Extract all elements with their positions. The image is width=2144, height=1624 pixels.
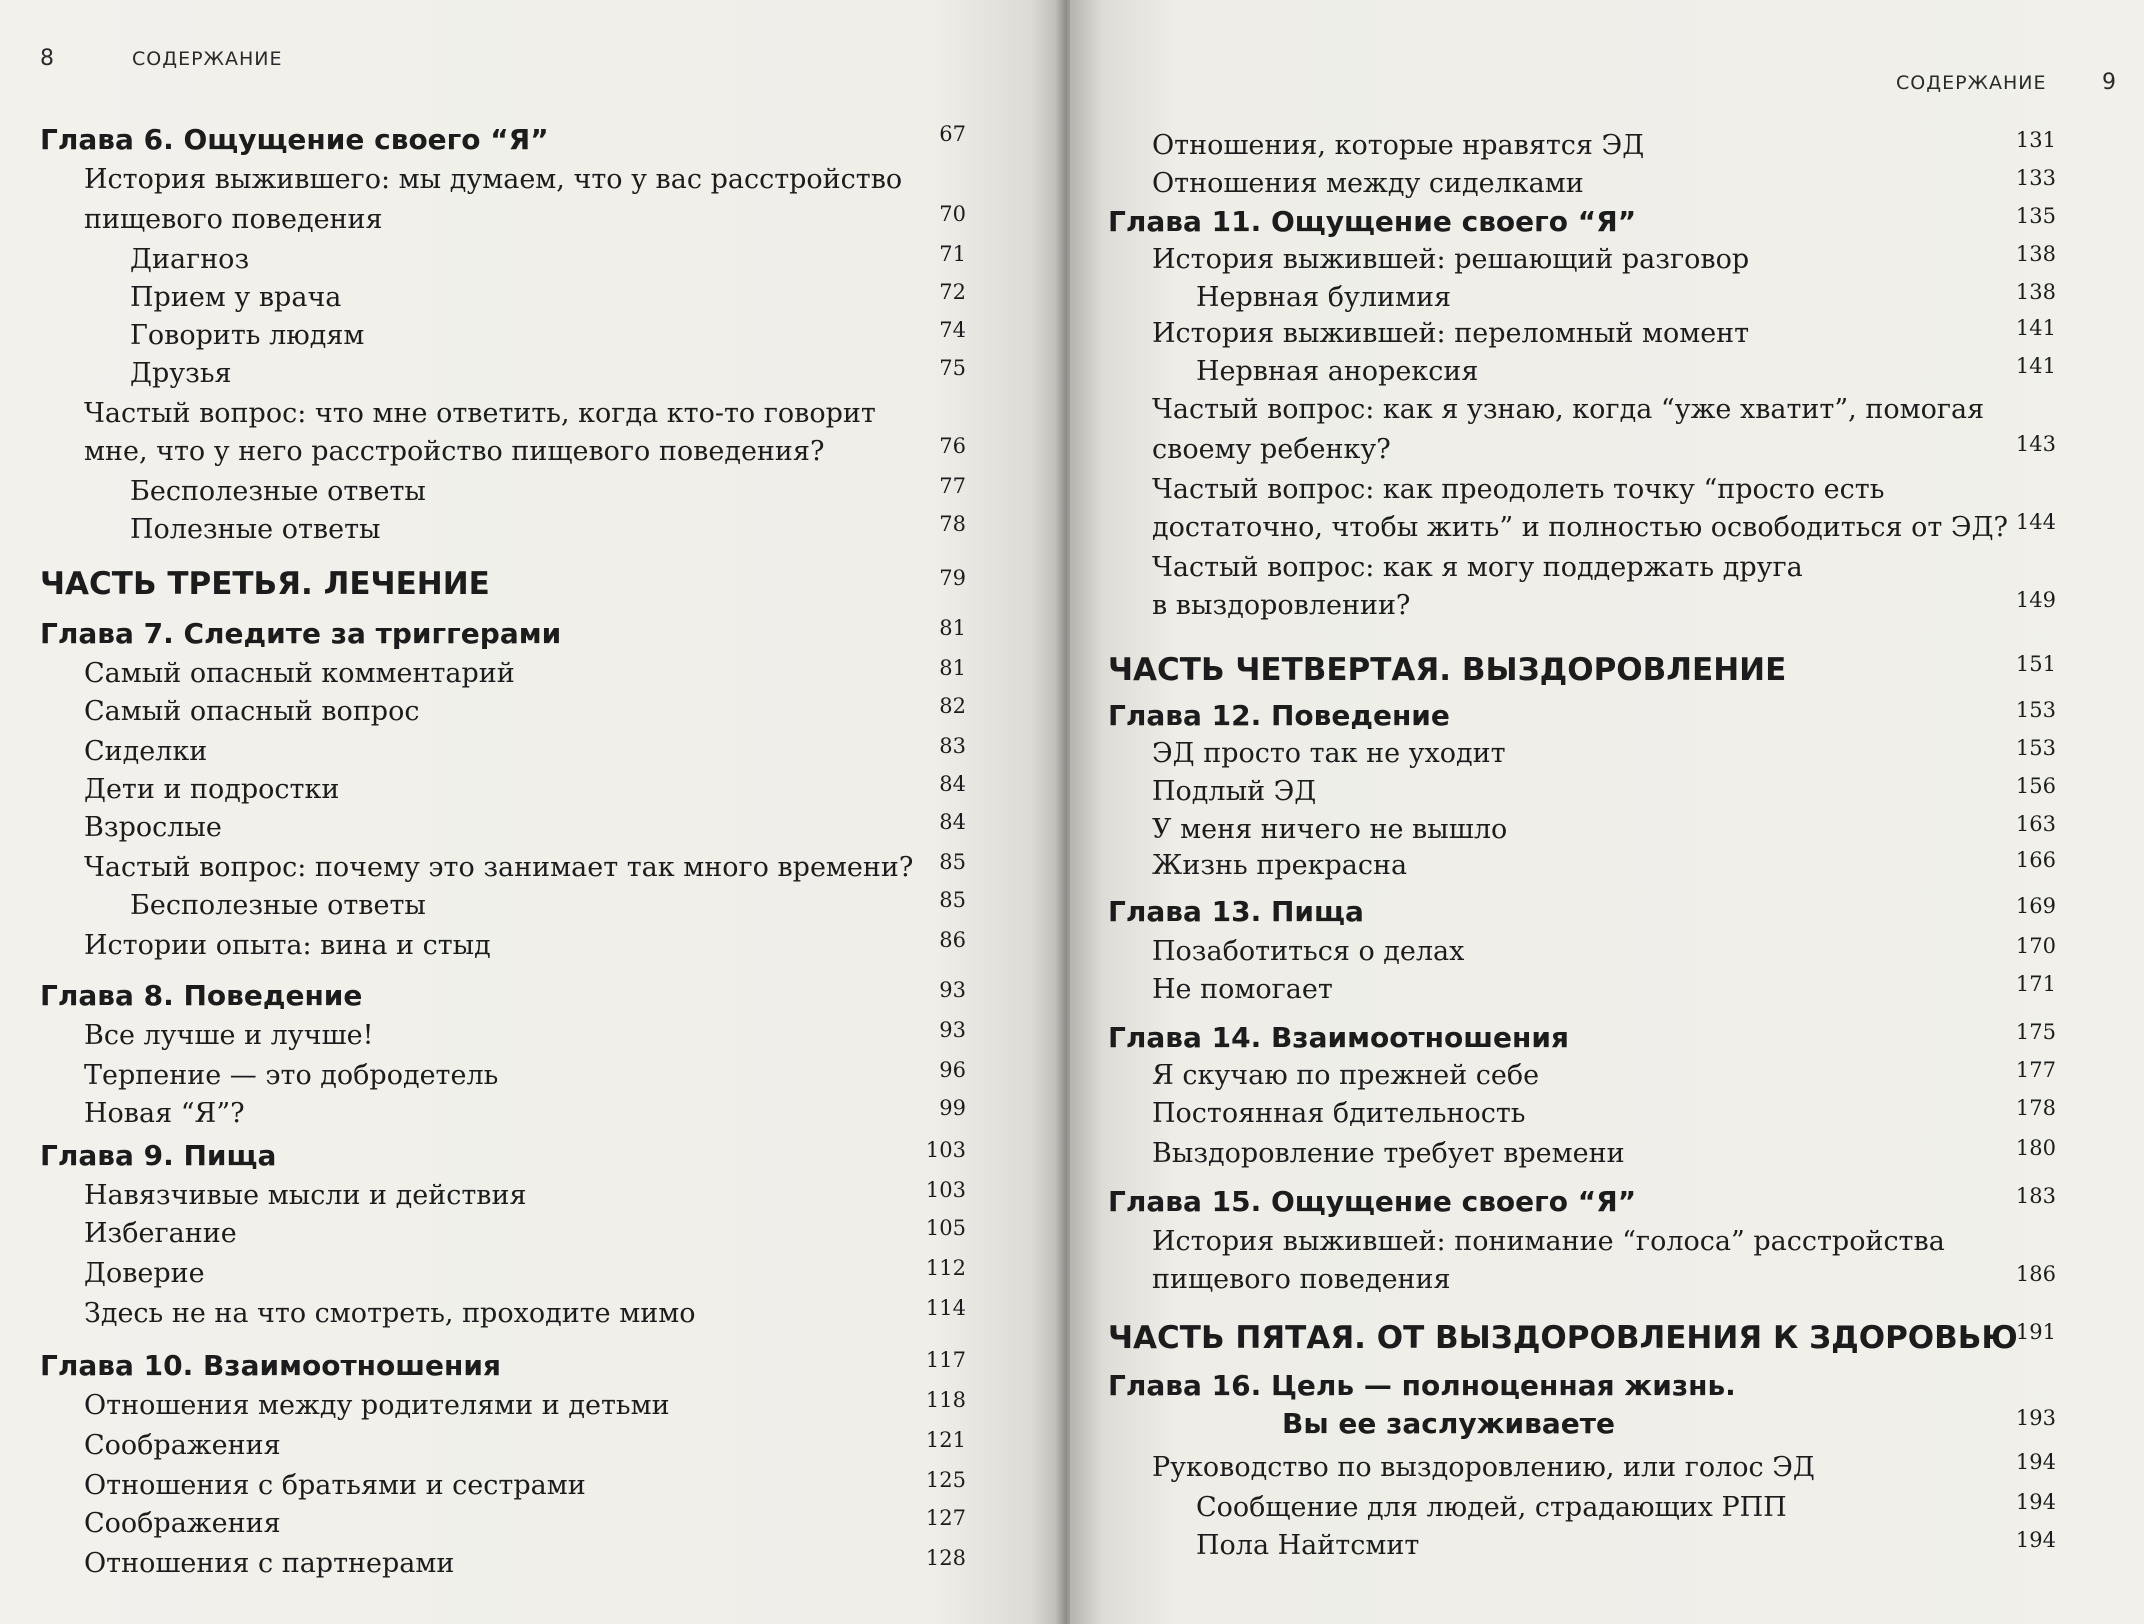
toc-page-number: 186: [2015, 1262, 2056, 1286]
toc-entry: Частый вопрос: как я узнаю, когда “уже хватит”, помогая: [1152, 394, 1985, 425]
toc-entry: Я скучаю по прежней себе: [1152, 1060, 1540, 1091]
toc-page-number: 127: [925, 1506, 966, 1530]
toc-page-number: 180: [2015, 1136, 2056, 1160]
toc-part-heading: ЧАСТЬ ПЯТАЯ. ОТ ВЫЗДОРОВЛЕНИЯ К ЗДОРОВЬЮ: [1108, 1320, 2018, 1356]
toc-page-number: 74: [939, 318, 966, 342]
toc-page-number: 96: [939, 1058, 966, 1082]
toc-page-number: 82: [939, 694, 966, 718]
toc-page-number: 83: [939, 734, 966, 758]
toc-page-number: 141: [2015, 354, 2056, 378]
toc-page-number: 166: [2015, 848, 2056, 872]
toc-entry: История выжившей: понимание “голоса” расстройства: [1152, 1226, 1945, 1257]
toc-page-number: 70: [939, 202, 966, 226]
toc-page-number: 118: [925, 1388, 966, 1412]
toc-chapter-heading: Глава 9. Пища: [40, 1139, 277, 1172]
toc-entry: мне, что у него расстройство пищевого поведения?: [84, 436, 825, 467]
toc-entry: Полезные ответы: [130, 514, 381, 545]
toc-page-number: 81: [939, 616, 966, 640]
toc-entry: Позаботиться о делах: [1152, 936, 1465, 967]
toc-page-number: 93: [939, 1018, 966, 1042]
toc-page-number: 86: [939, 928, 966, 952]
toc-chapter-heading: Глава 6. Ощущение своего “Я”: [40, 123, 549, 156]
toc-page-number: 75: [939, 356, 966, 380]
toc-page-number: 85: [939, 888, 966, 912]
toc-entry: Все лучше и лучше!: [84, 1020, 374, 1051]
toc-chapter-heading: Глава 12. Поведение: [1108, 699, 1450, 732]
toc-page-number: 194: [2015, 1450, 2056, 1474]
toc-page-number: 67: [939, 122, 966, 146]
toc-entry: Соображения: [84, 1430, 281, 1461]
toc-page-number: 117: [925, 1348, 966, 1372]
toc-entry: своему ребенку?: [1152, 434, 1391, 465]
toc-page-number: 105: [925, 1216, 966, 1240]
toc-entry: Нервная булимия: [1196, 282, 1452, 313]
toc-page-number: 103: [925, 1178, 966, 1202]
toc-entry: в выздоровлении?: [1152, 590, 1411, 621]
toc-entry: Подлый ЭД: [1152, 776, 1317, 807]
toc-chapter-heading: Глава 13. Пища: [1108, 895, 1364, 928]
toc-entry: Прием у врача: [130, 282, 342, 313]
toc-page-number: 121: [925, 1428, 966, 1452]
toc-entry: Бесполезные ответы: [130, 476, 426, 507]
toc-entry: Навязчивые мысли и действия: [84, 1180, 527, 1211]
toc-chapter-heading: Глава 8. Поведение: [40, 979, 363, 1012]
toc-page-number: 133: [2015, 166, 2056, 190]
toc-page-number: 84: [939, 772, 966, 796]
toc-page-number: 77: [939, 474, 966, 498]
toc-chapter-heading: Глава 14. Взаимоотношения: [1108, 1021, 1569, 1054]
toc-entry: пищевого поведения: [1152, 1264, 1451, 1295]
toc-entry: Пола Найтсмит: [1196, 1530, 1420, 1561]
toc-entry: Соображения: [84, 1508, 281, 1539]
toc-entry: пищевого поведения: [84, 204, 383, 235]
toc-chapter-heading: Глава 11. Ощущение своего “Я”: [1108, 205, 1637, 238]
toc-page-number: 183: [2015, 1184, 2056, 1208]
toc-page-number: 135: [2015, 204, 2056, 228]
toc-page-number: 143: [2015, 432, 2056, 456]
right-page: [1070, 0, 2144, 1624]
toc-entry: Жизнь прекрасна: [1152, 850, 1408, 881]
toc-page-number: 128: [925, 1546, 966, 1570]
toc-page-number: 138: [2015, 242, 2056, 266]
toc-page-number: 84: [939, 810, 966, 834]
toc-page-number: 194: [2015, 1490, 2056, 1514]
toc-page-number: 131: [2015, 128, 2056, 152]
toc-page-number: 177: [2015, 1058, 2056, 1082]
toc-page-number: 72: [939, 280, 966, 304]
left-page-number: 8: [40, 46, 54, 71]
toc-entry: Отношения, которые нравятся ЭД: [1152, 130, 1645, 161]
toc-page-number: 78: [939, 512, 966, 536]
toc-page-number: 85: [939, 850, 966, 874]
toc-entry: Отношения между родителями и детьми: [84, 1390, 670, 1421]
toc-page-number: 191: [2015, 1320, 2056, 1344]
toc-page-number: 163: [2015, 812, 2056, 836]
toc-page-number: 81: [939, 656, 966, 680]
toc-entry: Руководство по выздоровлению, или голос ЭД: [1152, 1452, 1815, 1483]
toc-page-number: 114: [925, 1296, 966, 1320]
toc-entry: Друзья: [130, 358, 232, 389]
toc-entry: Не помогает: [1152, 974, 1333, 1005]
toc-page-number: 71: [939, 242, 966, 266]
toc-page-number: 153: [2015, 698, 2056, 722]
toc-entry: Говорить людям: [130, 320, 365, 351]
toc-page-number: 156: [2015, 774, 2056, 798]
toc-entry: Частый вопрос: почему это занимает так много времени?: [84, 852, 914, 883]
toc-entry: Взрослые: [84, 812, 222, 843]
toc-entry: Сообщение для людей, страдающих РПП: [1196, 1492, 1787, 1523]
toc-entry: Частый вопрос: как я могу поддержать друга: [1152, 552, 1803, 583]
toc-entry: Частый вопрос: что мне ответить, когда кто-то говорит: [84, 398, 876, 429]
toc-entry: ЭД просто так не уходит: [1152, 738, 1506, 769]
toc-entry: Отношения с братьями и сестрами: [84, 1470, 586, 1501]
toc-page-number: 138: [2015, 280, 2056, 304]
toc-entry: История выжившей: решающий разговор: [1152, 244, 1750, 275]
toc-page-number: 141: [2015, 316, 2056, 340]
toc-entry: У меня ничего не вышло: [1152, 814, 1508, 845]
toc-chapter-heading: Глава 16. Цель — полноценная жизнь.: [1108, 1369, 1736, 1402]
toc-chapter-heading: Глава 7. Следите за триггерами: [40, 617, 562, 650]
right-page-number: 9: [2102, 70, 2116, 95]
toc-page-number: 79: [939, 566, 966, 590]
toc-entry: Избегание: [84, 1218, 237, 1249]
toc-entry: Дети и подростки: [84, 774, 340, 805]
toc-page-number: 103: [925, 1138, 966, 1162]
toc-entry: Отношения между сиделками: [1152, 168, 1584, 199]
toc-page-number: 76: [939, 434, 966, 458]
toc-page-number: 171: [2015, 972, 2056, 996]
toc-entry: Отношения с партнерами: [84, 1548, 455, 1579]
toc-page-number: 93: [939, 978, 966, 1002]
toc-entry: Бесполезные ответы: [130, 890, 426, 921]
toc-entry: Истории опыта: вина и стыд: [84, 930, 491, 961]
toc-entry: Новая “Я”?: [84, 1098, 245, 1129]
toc-entry: Терпение — это добродетель: [84, 1060, 499, 1091]
toc-entry: Сиделки: [84, 736, 208, 767]
toc-page-number: 170: [2015, 934, 2056, 958]
toc-entry: Самый опасный вопрос: [84, 696, 420, 727]
toc-part-heading: ЧАСТЬ ТРЕТЬЯ. ЛЕЧЕНИЕ: [40, 566, 490, 602]
toc-entry: История выжившей: переломный момент: [1152, 318, 1750, 349]
toc-chapter-heading: Вы ее заслуживаете: [1282, 1407, 1615, 1440]
toc-page-number: 194: [2015, 1528, 2056, 1552]
toc-page-number: 178: [2015, 1096, 2056, 1120]
toc-page-number: 112: [925, 1256, 966, 1280]
toc-entry: История выжившего: мы думаем, что у вас расстройство: [84, 164, 903, 195]
toc-page-number: 99: [939, 1096, 966, 1120]
left-page: [0, 0, 1062, 1624]
right-running-head: СОДЕРЖАНИЕ: [1896, 72, 2047, 94]
toc-page-number: 125: [925, 1468, 966, 1492]
toc-chapter-heading: Глава 15. Ощущение своего “Я”: [1108, 1185, 1637, 1218]
toc-entry: Частый вопрос: как преодолеть точку “просто есть: [1152, 474, 1885, 505]
toc-page-number: 144: [2015, 510, 2056, 534]
toc-page-number: 193: [2015, 1406, 2056, 1430]
toc-entry: Диагноз: [130, 244, 250, 275]
toc-entry: Здесь не на что смотреть, проходите мимо: [84, 1298, 696, 1329]
toc-page-number: 149: [2015, 588, 2056, 612]
left-running-head: СОДЕРЖАНИЕ: [132, 48, 283, 70]
toc-page-number: 175: [2015, 1020, 2056, 1044]
toc-entry: Нервная анорексия: [1196, 356, 1479, 387]
toc-page-number: 169: [2015, 894, 2056, 918]
toc-entry: Доверие: [84, 1258, 205, 1289]
toc-entry: достаточно, чтобы жить” и полностью освободиться от ЭД?: [1152, 512, 2008, 543]
toc-entry: Выздоровление требует времени: [1152, 1138, 1625, 1169]
toc-page-number: 151: [2015, 652, 2056, 676]
toc-chapter-heading: Глава 10. Взаимоотношения: [40, 1349, 501, 1382]
toc-part-heading: ЧАСТЬ ЧЕТВЕРТАЯ. ВЫЗДОРОВЛЕНИЕ: [1108, 652, 1787, 688]
toc-entry: Постоянная бдительность: [1152, 1098, 1526, 1129]
toc-entry: Самый опасный комментарий: [84, 658, 515, 689]
toc-page-number: 153: [2015, 736, 2056, 760]
